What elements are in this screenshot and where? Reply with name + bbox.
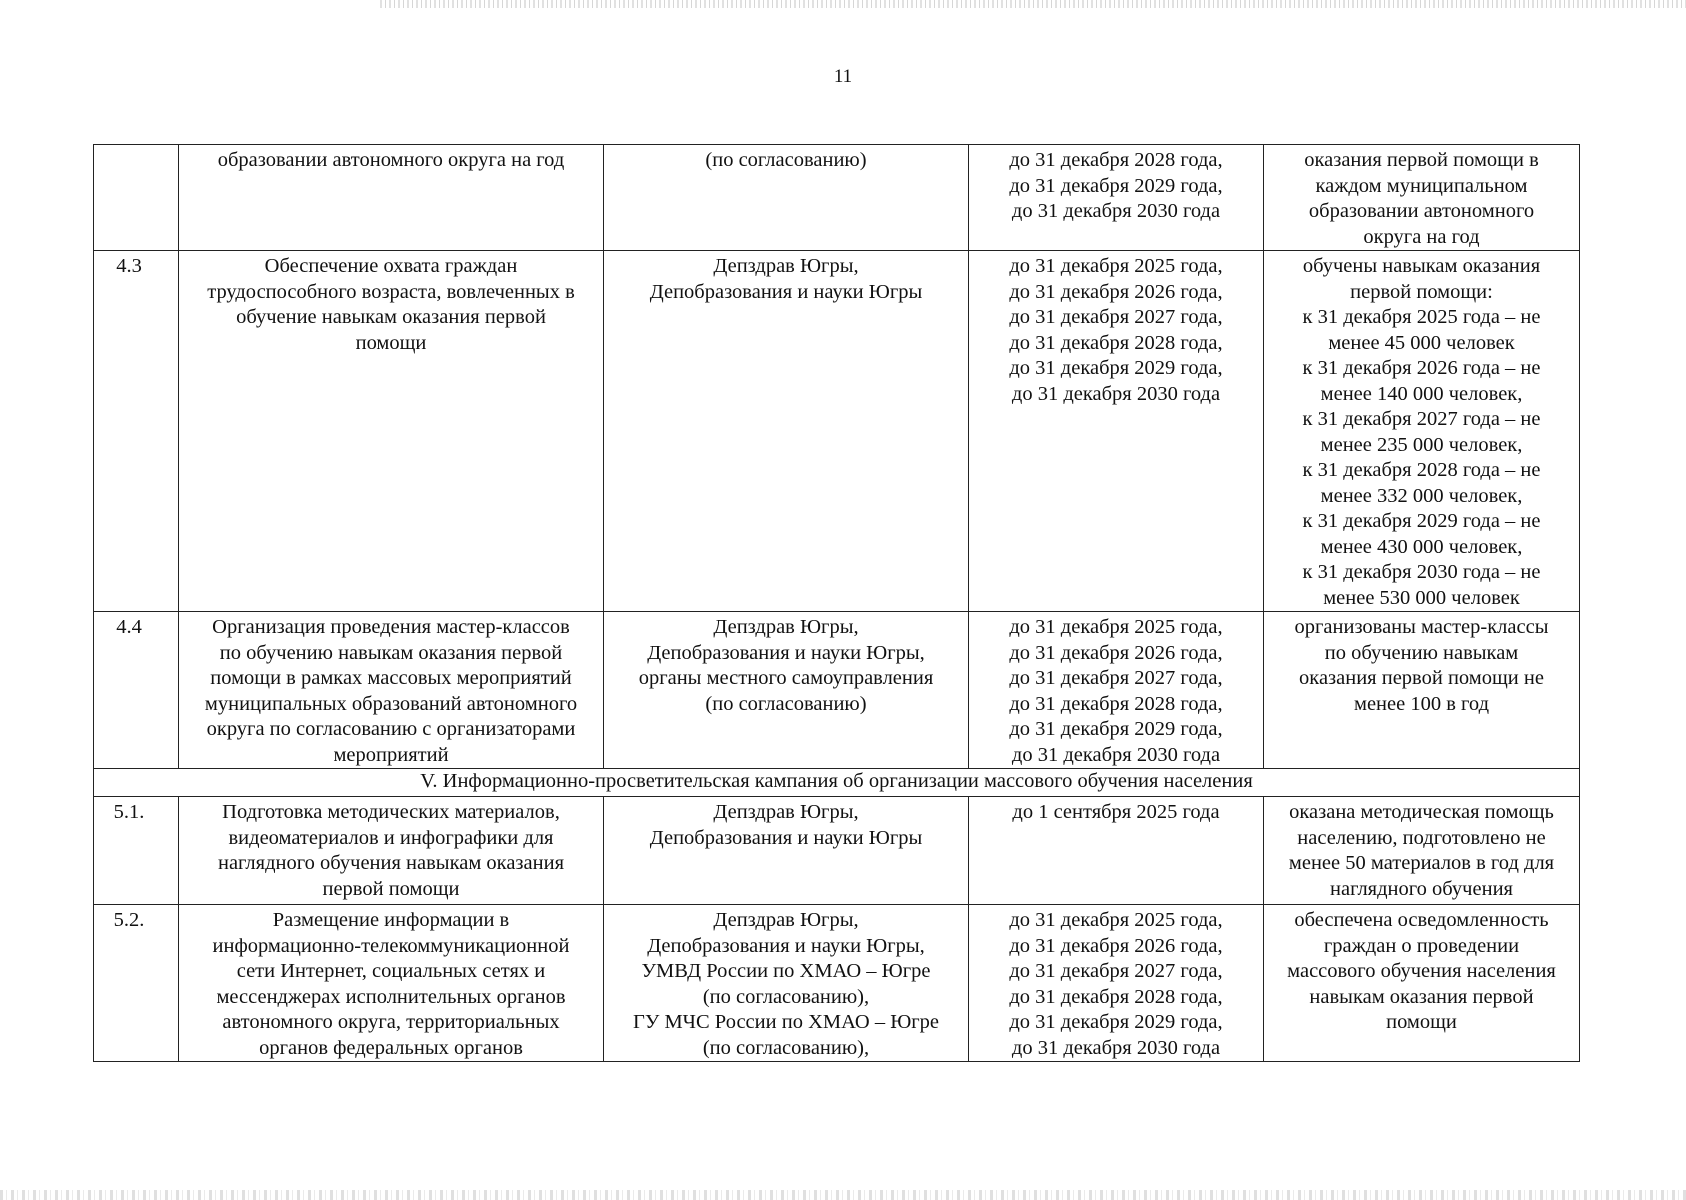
activity-line: наглядного обучения навыкам оказания — [217, 852, 564, 874]
deadline-line: до 31 декабря 2026 года, — [1009, 280, 1223, 303]
item-number: 4.3 — [94, 251, 179, 612]
result-line: менее 235 000 человек, — [1320, 433, 1523, 456]
result-line: оказания первой помощи не — [1299, 667, 1544, 689]
responsible-cell — [604, 797, 969, 905]
activity-cell — [179, 145, 604, 251]
activity-line: образовании автономного округа на год — [217, 149, 565, 171]
responsible-line: (по согласованию), — [702, 1036, 870, 1059]
deadline-line: до 31 декабря 2028 года, — [1009, 692, 1223, 715]
activity-line: трудоспособного возраста, вовлеченных в — [207, 280, 575, 303]
result-line: первой помощи: — [1350, 280, 1493, 303]
result-line: менее 45 000 человек — [1328, 331, 1515, 354]
result-line: менее 100 в год — [1353, 692, 1490, 715]
responsible-line: Депобразования и науки Югры, — [647, 934, 925, 957]
responsible-line: Депобразования и науки Югры — [649, 280, 923, 303]
table-body-upper — [94, 145, 1580, 769]
result-line: навыкам оказания первой — [1309, 985, 1534, 1008]
responsible-line: Депздрав Югры, — [713, 801, 859, 823]
item-number: 4.4 — [94, 612, 179, 769]
result-line: граждан о проведении — [1323, 934, 1520, 957]
result-line: к 31 декабря 2027 года – не — [1302, 408, 1541, 430]
table-row — [94, 797, 1580, 905]
result-line: обучены навыкам оказания — [1302, 255, 1541, 277]
responsible-line: Депздрав Югры, — [713, 616, 859, 638]
responsible-line: (по согласованию) — [705, 692, 867, 715]
deadline-cell — [969, 145, 1264, 251]
result-line: менее 530 000 человек — [1323, 586, 1520, 609]
responsible-cell — [604, 145, 969, 251]
table-row — [94, 905, 1580, 1062]
deadline-line: до 31 декабря 2029 года, — [1009, 357, 1223, 379]
activity-line: сети Интернет, социальных сетях и — [236, 960, 546, 982]
result-line: менее 50 материалов в год для — [1288, 852, 1555, 874]
result-line: менее 140 000 человек, — [1320, 382, 1523, 405]
result-line: населению, подготовлено не — [1297, 826, 1546, 849]
deadline-line: до 31 декабря 2028 года, — [1009, 331, 1223, 354]
responsible-line: Депобразования и науки Югры, — [647, 641, 925, 664]
deadline-line: до 31 декабря 2027 года, — [1009, 306, 1223, 328]
responsible-line: органы местного самоуправления — [638, 667, 934, 689]
deadline-line: до 1 сентября 2025 года — [1012, 801, 1220, 823]
deadline-line: до 31 декабря 2028 года, — [1009, 149, 1223, 171]
result-line: менее 332 000 человек, — [1320, 484, 1523, 507]
result-line: по обучению навыкам — [1324, 641, 1519, 664]
responsible-cell — [604, 612, 969, 769]
deadline-line: до 31 декабря 2029 года, — [1009, 1011, 1223, 1033]
activity-line: муниципальных образований автономного — [204, 692, 578, 715]
result-cell — [1264, 905, 1580, 1062]
responsible-line: (по согласованию) — [705, 149, 867, 171]
page-number: 11 — [833, 66, 853, 87]
deadline-cell — [969, 612, 1264, 769]
activity-line: органов федеральных органов — [259, 1036, 523, 1059]
responsible-line: Депздрав Югры, — [713, 909, 859, 931]
deadline-line: до 31 декабря 2028 года, — [1009, 985, 1223, 1008]
responsible-line: УМВД России по ХМАО – Югре — [641, 960, 931, 982]
result-line: наглядного обучения — [1330, 877, 1513, 900]
table-body-lower — [94, 797, 1580, 1062]
responsible-line: Депобразования и науки Югры — [649, 826, 923, 849]
activity-line: Обеспечение охвата граждан — [264, 255, 518, 277]
activity-line: помощи в рамках массовых мероприятий — [210, 667, 572, 689]
scan-edge-top — [380, 0, 1686, 8]
result-line: обеспечена осведомленность — [1294, 909, 1549, 931]
deadline-line: до 31 декабря 2025 года, — [1009, 255, 1223, 277]
activity-line: автономного округа, территориальных — [222, 1011, 560, 1033]
activity-line: мероприятий — [333, 743, 449, 766]
deadline-line: до 31 декабря 2030 года — [1011, 200, 1221, 222]
responsible-cell — [604, 251, 969, 612]
measures-table — [93, 144, 1580, 1062]
deadline-line: до 31 декабря 2029 года, — [1009, 718, 1223, 740]
activity-line: по обучению навыкам оказания первой — [219, 641, 563, 664]
result-cell — [1264, 251, 1580, 612]
result-line: к 31 декабря 2028 года – не — [1302, 459, 1541, 481]
deadline-line: до 31 декабря 2027 года, — [1009, 667, 1223, 689]
result-line: оказана методическая помощь — [1289, 801, 1554, 823]
table-row — [94, 612, 1580, 769]
deadline-line: до 31 декабря 2030 года — [1011, 743, 1221, 766]
result-line: округа на год — [1363, 225, 1480, 248]
result-line: оказания первой помощи в — [1304, 149, 1539, 171]
activity-line: обучение навыкам оказания первой — [236, 306, 546, 328]
table-row — [94, 145, 1580, 251]
deadline-line: до 31 декабря 2026 года, — [1009, 934, 1223, 957]
activity-line: видеоматериалов и инфографики для — [228, 826, 554, 849]
activity-cell — [179, 251, 604, 612]
table-row — [94, 251, 1580, 612]
deadline-cell — [969, 251, 1264, 612]
result-line: массового обучения населения — [1287, 960, 1556, 982]
result-line: менее 430 000 человек, — [1320, 535, 1523, 558]
responsible-line: ГУ МЧС России по ХМАО – Югре — [632, 1011, 940, 1033]
deadline-cell — [969, 905, 1264, 1062]
activity-line: информационно-телекоммуникационной — [212, 934, 570, 957]
responsible-cell — [604, 905, 969, 1062]
item-number: 5.1. — [94, 797, 179, 905]
item-number: 5.2. — [94, 905, 179, 1062]
result-line: организованы мастер-классы — [1294, 616, 1549, 638]
table-body-section — [94, 769, 1580, 797]
result-cell — [1264, 612, 1580, 769]
deadline-cell — [969, 797, 1264, 905]
deadline-line: до 31 декабря 2029 года, — [1009, 174, 1223, 197]
activity-cell — [179, 905, 604, 1062]
activity-line: Размещение информации в — [272, 909, 510, 931]
section-row — [94, 769, 1580, 797]
result-cell — [1264, 797, 1580, 905]
result-line: образовании автономного — [1308, 200, 1535, 222]
deadline-line: до 31 декабря 2026 года, — [1009, 641, 1223, 664]
result-line: к 31 декабря 2025 года – не — [1302, 306, 1541, 328]
activity-line: округа по согласованию с организаторами — [206, 718, 576, 740]
deadline-line: до 31 декабря 2030 года — [1011, 382, 1221, 405]
result-cell — [1264, 145, 1580, 251]
deadline-line: до 31 декабря 2025 года, — [1009, 909, 1223, 931]
scan-edge-bottom — [0, 1190, 1686, 1200]
activity-line: мессенджерах исполнительных органов — [216, 985, 566, 1008]
deadline-line: до 31 декабря 2030 года — [1011, 1036, 1221, 1059]
activity-line: Подготовка методических материалов, — [222, 801, 560, 823]
deadline-line: до 31 декабря 2025 года, — [1009, 616, 1223, 638]
activity-line: первой помощи — [322, 877, 460, 900]
activity-cell — [179, 612, 604, 769]
result-line: к 31 декабря 2026 года – не — [1302, 357, 1541, 379]
result-line: каждом муниципальном — [1315, 174, 1528, 197]
result-line: помощи — [1386, 1011, 1457, 1033]
item-number — [94, 145, 179, 251]
activity-line: помощи — [355, 331, 427, 354]
result-line: к 31 декабря 2029 года – не — [1302, 510, 1541, 532]
responsible-line: Депздрав Югры, — [713, 255, 859, 277]
activity-cell — [179, 797, 604, 905]
responsible-line: (по согласованию), — [702, 985, 870, 1008]
section-title: V. Информационно-просветительская кампания об организации массового обучения населения — [94, 769, 1580, 797]
activity-line: Организация проведения мастер-классов — [212, 616, 570, 638]
result-line: к 31 декабря 2030 года – не — [1302, 561, 1541, 583]
deadline-line: до 31 декабря 2027 года, — [1009, 960, 1223, 982]
